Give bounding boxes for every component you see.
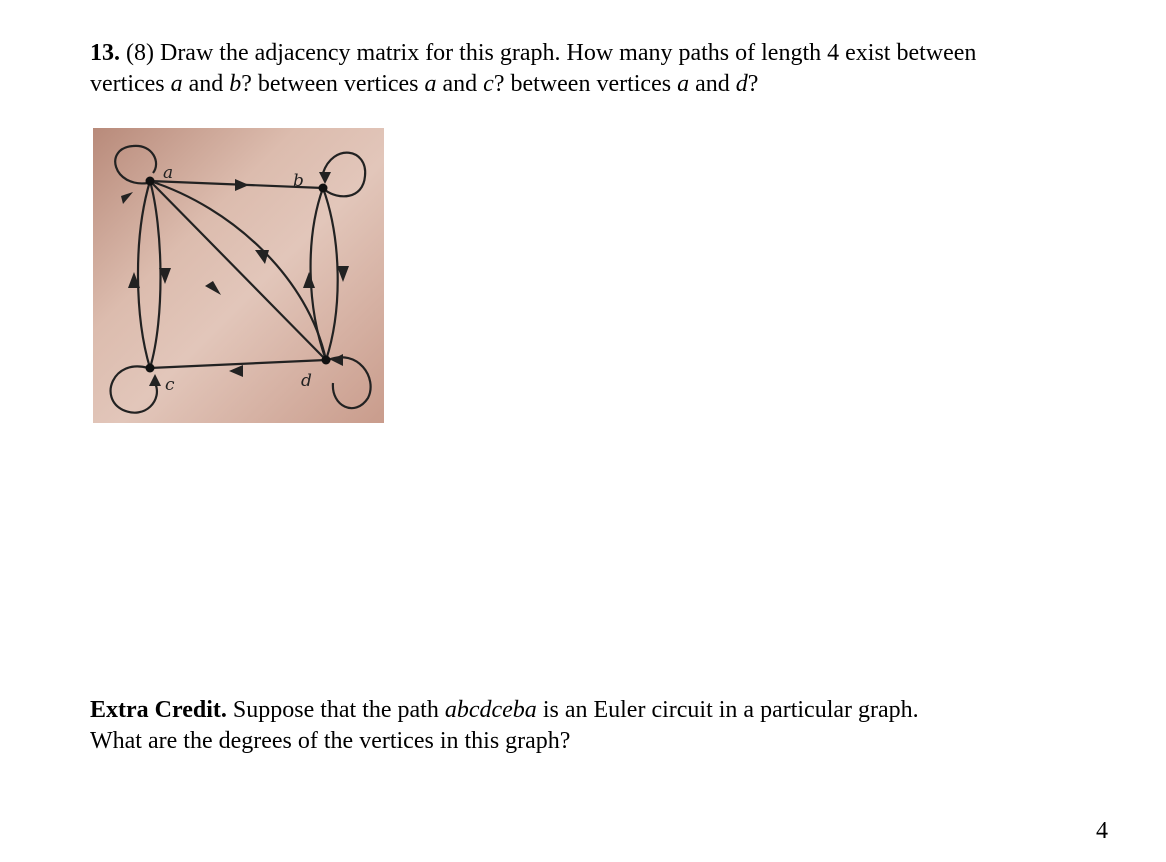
arrowhead bbox=[319, 172, 331, 184]
text-fragment: and bbox=[689, 71, 736, 97]
vertex-label-d: d bbox=[301, 371, 312, 391]
vertex-d bbox=[322, 356, 331, 365]
question-13-line-1 bbox=[90, 38, 1090, 69]
edge-a-d bbox=[150, 181, 326, 360]
text-fragment: ? between vertices bbox=[493, 71, 678, 97]
text-fragment: vertices bbox=[90, 71, 171, 97]
text-fragment: ? between vertices bbox=[241, 71, 425, 97]
vertex-var: a bbox=[677, 71, 690, 97]
arrowhead bbox=[149, 374, 161, 386]
vertex-var: d bbox=[735, 71, 748, 97]
vertex-label-b: b bbox=[293, 171, 304, 191]
vertex-var: a bbox=[424, 71, 437, 97]
loop-c bbox=[111, 366, 157, 412]
edge-a-c bbox=[150, 181, 161, 368]
arrowhead bbox=[331, 354, 343, 366]
euler-path: abcdceba bbox=[444, 697, 537, 723]
question-13-line-2 bbox=[90, 69, 1090, 100]
arrowhead bbox=[121, 192, 133, 204]
edge-d-c bbox=[150, 360, 326, 368]
extra-credit-line-1 bbox=[90, 695, 1090, 726]
arrowhead bbox=[229, 365, 243, 377]
vertex-b bbox=[319, 184, 328, 193]
edge-c-a bbox=[138, 181, 150, 368]
vertex-c bbox=[146, 364, 155, 373]
edge-b-d bbox=[323, 188, 338, 360]
text-fragment: is an Euler circuit in a particular graph. bbox=[536, 697, 919, 723]
question-number: 13. bbox=[90, 40, 120, 66]
directed-graph bbox=[93, 128, 384, 423]
arrowhead bbox=[235, 179, 249, 191]
arrowhead bbox=[255, 250, 269, 264]
extra-credit-line-2: What are the degrees of the vertices in this graph? bbox=[90, 728, 571, 754]
vertex-a bbox=[146, 177, 155, 186]
vertex-var: c bbox=[483, 71, 494, 97]
extra-credit-label: Extra Credit. bbox=[90, 697, 227, 723]
extra-credit bbox=[90, 695, 1090, 757]
arrowhead bbox=[337, 266, 349, 282]
vertex-label-c: c bbox=[165, 375, 175, 395]
question-points: (8) bbox=[126, 40, 154, 66]
vertex-var: a bbox=[170, 71, 183, 97]
text-fragment: and bbox=[436, 71, 484, 97]
question-text-line-1: Draw the adjacency matrix for this graph. How many paths of length 4 exist between bbox=[159, 40, 977, 66]
vertex-label-a: a bbox=[163, 163, 174, 183]
text-fragment: Suppose that the path bbox=[226, 697, 445, 723]
arrowhead bbox=[303, 272, 315, 288]
vertex-var: b bbox=[229, 71, 242, 97]
page-number: 4 bbox=[1096, 818, 1108, 844]
loop-d bbox=[328, 357, 371, 408]
text-fragment: ? bbox=[747, 71, 759, 97]
graph-photo bbox=[93, 128, 384, 423]
arrowhead bbox=[205, 281, 221, 295]
question-13 bbox=[90, 38, 1090, 100]
text-fragment: and bbox=[182, 71, 230, 97]
